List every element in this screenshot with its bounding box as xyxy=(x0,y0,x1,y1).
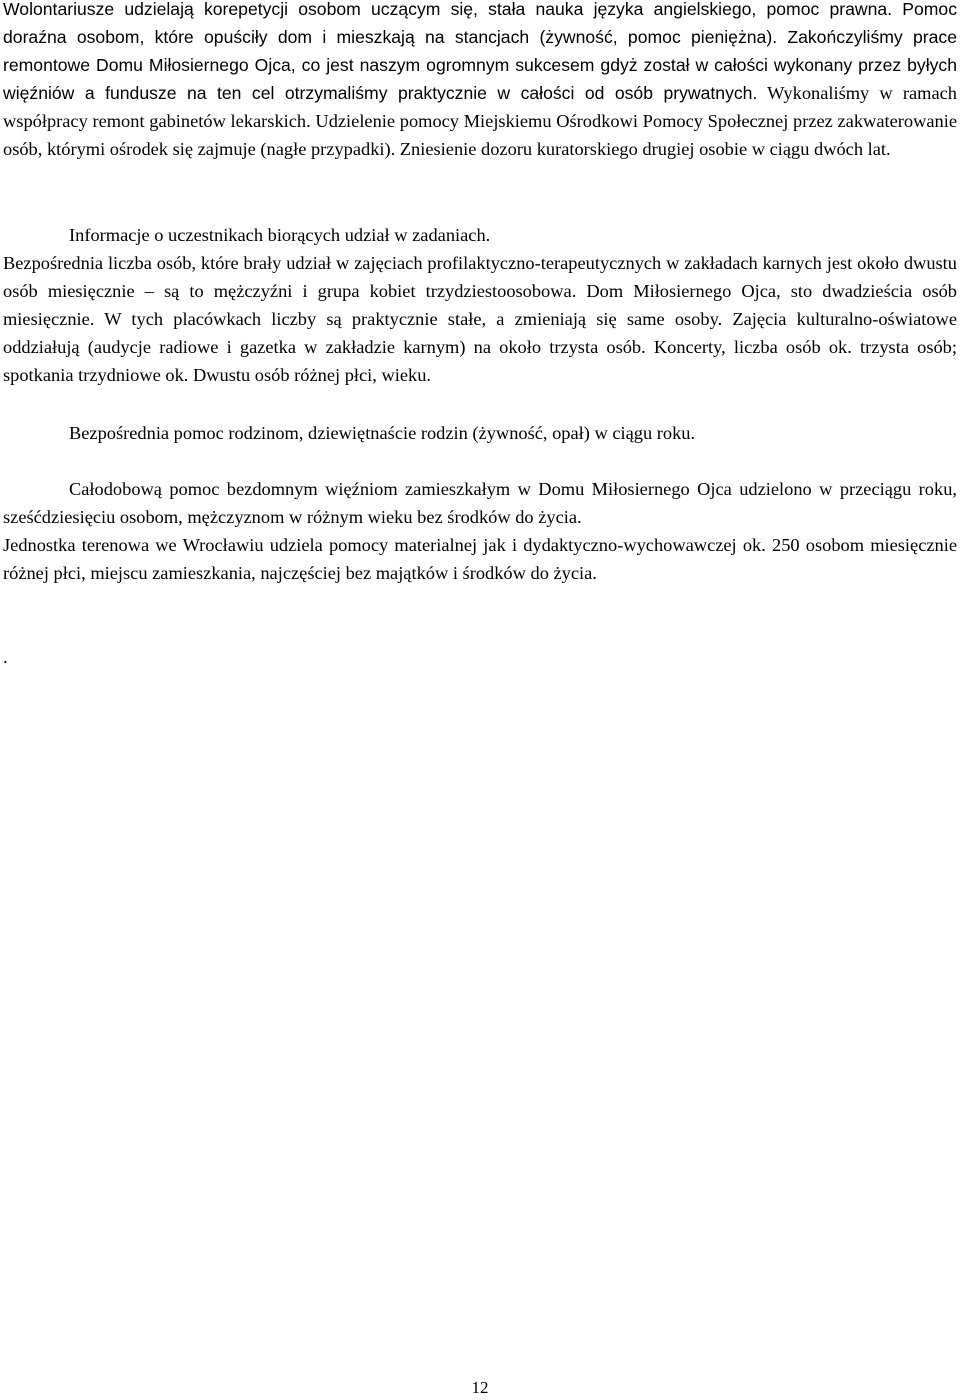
page-number: 12 xyxy=(471,1378,489,1397)
paragraph-participants: Bezpośrednia liczba osób, które brały udział w zajęciach profilaktyczno-terapeutycznych w zakładach karnych jest około dwustu osób miesięcznie – są to mężczyźni i grupa kobiet trzydziestoosobowa. Dom Miłosiernego Ojca, sto dwadzieścia osób miesięcznie. W tych placówkach liczby są praktycznie stałe, a zmieniają się same osoby. Zajęcia kulturalno-oświatowe oddziałują (audycje radiowe i gazetka w zakładzie karnym) na około trzysta osób. Koncerty, liczba osób ok. trzysta osób; spotkania trzydniowe ok. Dwustu osób różnej płci, wieku. xyxy=(3,253,957,385)
paragraph-wroclaw-unit: Jednostka terenowa we Wrocławiu udziela pomocy materialnej jak i dydaktyczno-wychowawczej ok. 250 osobom miesięcznie różnej płci, miejscu zamieszkania, najczęściej bez majątków i środków do życia. xyxy=(3,535,957,583)
heading-participants: Informacje o uczestnikach biorących udział w zadaniach. xyxy=(69,225,491,245)
paragraph-volunteers xyxy=(3,0,957,163)
paragraph-volunteers-serif-part: Wykonaliśmy w ramach współpracy remont gabinetów lekarskich. Udzielenie pomocy Miejskiemu Ośrodkowi Pomocy Społecznej przez zakwaterowanie osób, którymi ośrodek się zajmuje (nagłe przypadki). Zniesienie dozoru kuratorskiego drugiej osobie w ciągu dwóch lat. xyxy=(3,83,957,159)
paragraph-family-help: Bezpośrednia pomoc rodzinom, dziewiętnaście rodzin (żywność, opał) w ciągu roku. xyxy=(69,423,696,443)
paragraph-volunteers-sans-part: Wolontariusze udzielają korepetycji osobom uczącym się, stała nauka języka angielskiego, pomoc prawna. Pomoc doraźna osobom, które opuściły dom i mieszkają na stancjach (żywność, pomoc pieniężna). Zakończyliśmy prace remontowe Domu Miłosiernego Ojca, co jest naszym ogromnym sukcesem gdyż został w całości wykonany przez byłych więźniów a fundusze na ten cel otrzymaliśmy praktycznie w całości od osób prywatnych. xyxy=(3,0,957,103)
paragraph-homeless-help: Całodobową pomoc bezdomnym więźniom zamieszkałym w Domu Miłosiernego Ojca udzielono w przeciągu roku, sześćdziesięciu osobom, mężczyznom w różnym wieku bez środków do życia. xyxy=(3,479,957,527)
trailing-mark: . xyxy=(3,647,8,667)
